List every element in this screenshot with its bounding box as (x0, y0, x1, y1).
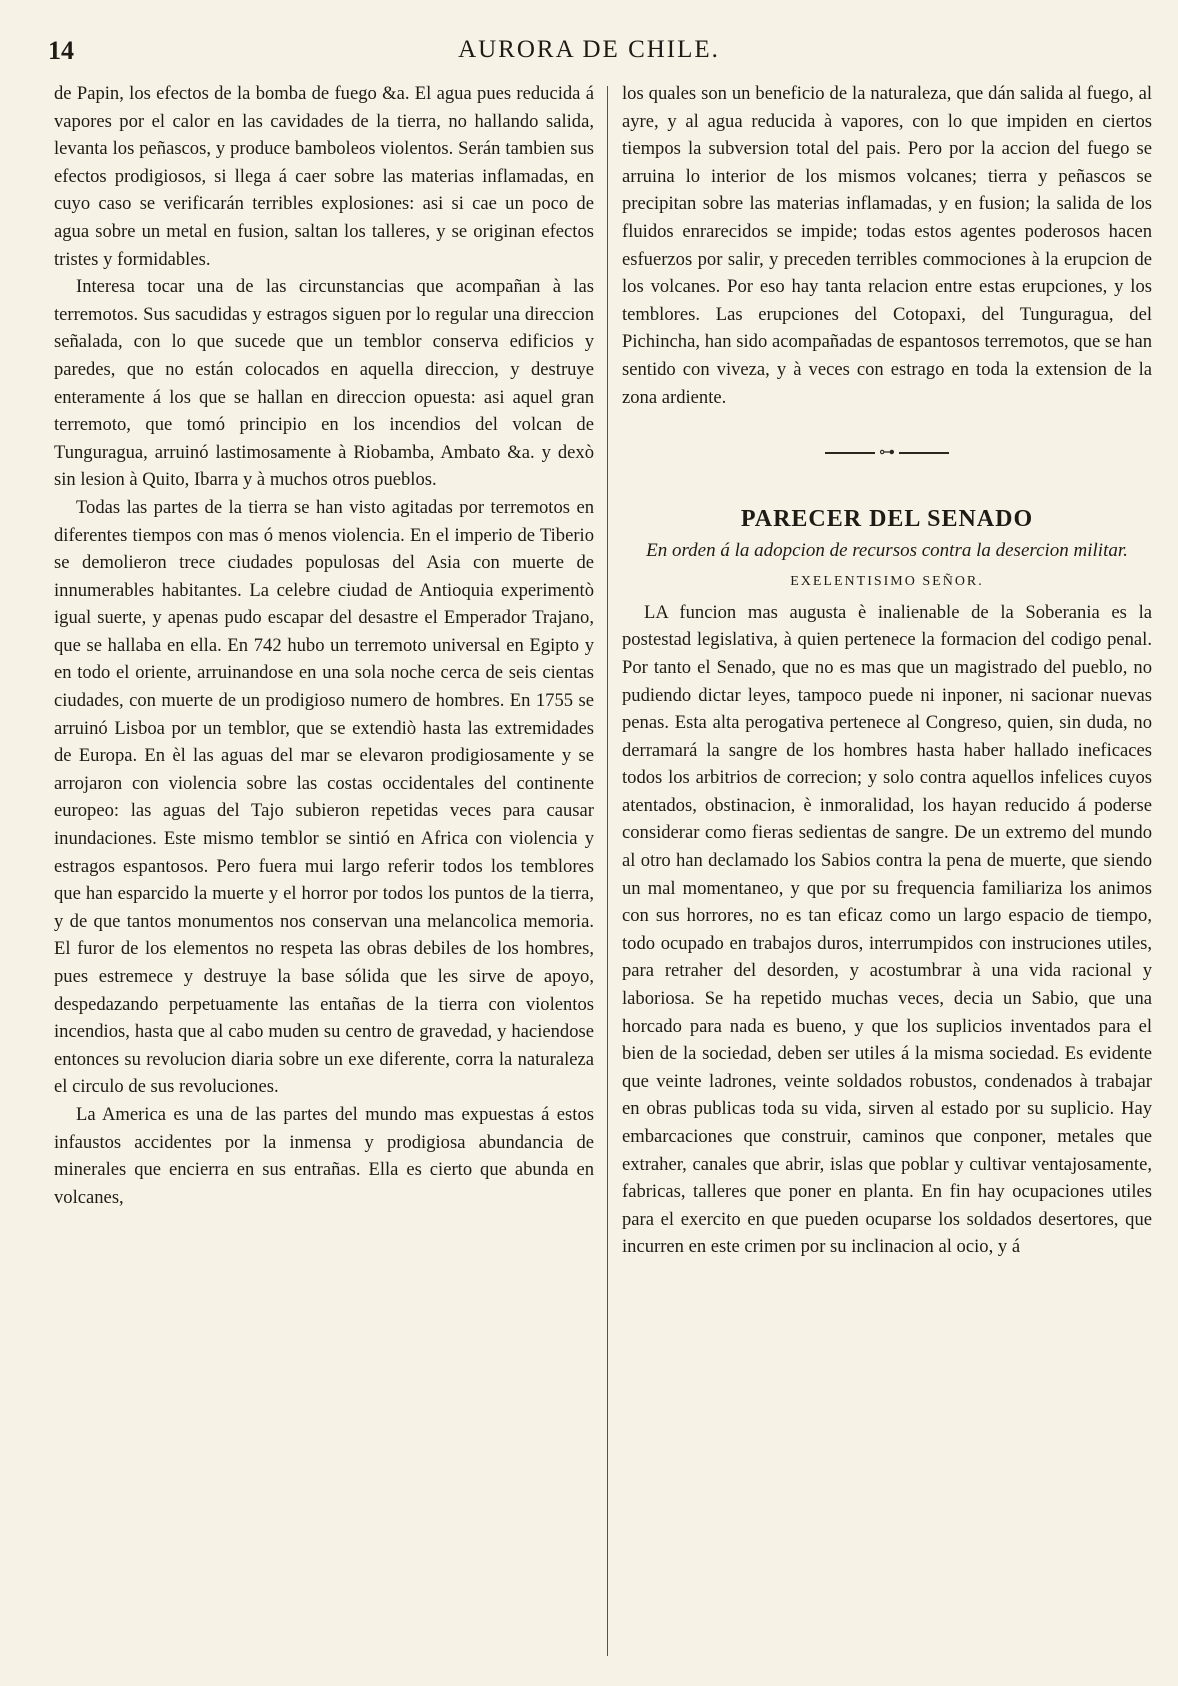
page-number: 14 (48, 36, 74, 65)
paragraph: LA funcion mas augusta è inalienable de la Soberania es la postestad legislativa, à quien pertenece la formacion del codigo penal. Por tanto el Senado, que no es mas que un magistrado del pueblo, no pudiendo dictar leyes, tampoco puede ni inponer, ni sacionar nuevas penas. Esta alta perogativa pertenece al Congreso, quien, sin duda, no derramará la sangre de los hombres hasta haber hallado ineficaces todos los arbitrios de correcion; y solo contra aquellos infelices cuyos atentados, obstinacion, è inmoralidad, los hayan reducido á poderse considerar como fieras sedientas de sangre. De un extremo del mundo al otro han declamado los Sabios contra la pena de muerte, que siendo un mal momentaneo, y que por su frequencia familiariza los animos con sus horrores, no es tan eficaz como un largo espacio de tiempo, todo ocupado en trabajos duros, interrumpidos con instruciones utiles, para retraher del desorden, y acostumbrar à una vida racional y laboriosa. Se ha repetido muchas veces, decia un Sabio, que una horcado para nada es bueno, y que los suplicios inventados para el bien de la sociedad, deben ser utiles á la misma sociedad. Es evidente que veinte ladrones, veinte soldados robustos, condenados à trabajar en obras publicas toda su vida, sirven al estado por su suplicio. Hay embarcaciones que construir, caminos que conponer, metales que extraher, canales que abrir, islas que poblar y cultivar ventajosamente, fabricas, talleres que poner en planta. En fin hay ocupaciones utiles para el exercito en que pueden ocuparse los soldados desertores, que incurren en este crimen por su inclinacion al ocio, y á (622, 601, 1152, 1258)
paragraph: los quales son un beneficio de la naturaleza, que dán salida al fuego, al ayre, y al agua reducida à vapores, con lo que impiden en ciertos tiempos la subversion total del pais. Pero por la accion del fuego se arruina lo interior de los mismos volcanes; tierra y peñascos se precipitan sobre las materias inflamadas, y en fusion; la salida de los fluidos enrarecidos se impide; todas estos agentes poderosos hacen esfuerzos por salir, y preceden terribles commociones à la erupcion de los volcanes. Por eso hay tanta relacion entre estas erupciones, y los temblores. Las erupciones del Cotopaxi, del Tunguragua, del Pichincha, han sido acompañadas de espantosos terremotos, que se han sentido con viveza, y à veces con estrago en toda la extension de la zona ardiente. (622, 83, 1152, 408)
paragraph: La America es una de las partes del mundo mas expuestas á estos infaustos accidentes por la inmensa y prodigiosa abundancia de minerales que encierra en sus entrañas. Ella es cierto que abunda en volcanes, (54, 1103, 594, 1208)
journal-title: AURORA DE CHILE. (458, 36, 720, 63)
paragraph: Interesa tocar una de las circunstancias que acompañan à las terremotos. Sus sacudidas y estragos siguen por lo regular una direccion señalada, con lo que sucede que un temblor conserva edificios y paredes, que no están colocados en aquella direccion, y destruye enteramente á los que se hallan en direccion opuesta: asi aquel gran terremoto, que tomó principio en los incendios del volcan de Tunguragua, arruinó lastimosamente à Riobamba, Ambato &a. y dexò sin lesion à Quito, Ibarra y à muchos otros pueblos. (54, 276, 594, 491)
section-title: PARECER DEL SENADO (740, 505, 1034, 532)
right-column (622, 80, 1152, 1261)
column-divider (607, 86, 608, 1656)
page-header (48, 32, 1130, 72)
salutation: EXELENTISIMO SEÑOR. (790, 573, 984, 589)
section-subtitle: En orden á la adopcion de recursos contra la desercion militar. (646, 539, 1128, 561)
ornament-divider-icon: ⊶ (622, 439, 1152, 467)
paragraph: de Papin, los efectos de la bomba de fuego &a. El agua pues reducida á vapores por el calor en las cavidades de la tierra, no hallando salida, levanta los peñascos, y produce bamboleos violentos. Serán tambien sus efectos prodigiosos, si llega á caer sobre las materias inflamadas, en cuyo caso se verificarán terribles explosiones: asi si cae un poco de agua sobre un metal en fusion, saltan los talleres, y se originan efectos tristes y formidables. (54, 83, 594, 270)
left-column (54, 80, 594, 1211)
paragraph: Todas las partes de la tierra se han visto agitadas por terremotos en diferentes tiempos con mas ó menos violencia. En el imperio de Tiberio se demolieron trece ciudades populosas del Asia con muerte de innumerables habitantes. La celebre ciudad de Antioquia experimentò igual suerte, y apenas pudo escapar del desastre el Emperador Trajano, que se hallaba en ella. En 742 hubo un terremoto universal en Egipto y en todo el oriente, arruinandose en una sola noche cerca de seis cientas ciudades, con muerte de un prodigioso numero de hombres. En 1755 se arruinó Lisboa por un temblor, que se extendiò hasta las extremidades de Europa. En èl las aguas del mar se elevaron prodigiosamente y se arrojaron con violencia sobre las costas occidentales del continente europeo: las aguas del Tajo subieron repetidas veces para causar inundaciones. Este mismo temblor se sintió en Africa con violencia y estragos espantosos. Pero fuera mui largo referir todos los temblores que han esparcido la muerte y el horror por todos los puntos de la tierra, y de que tantos monumentos nos conservan una melancolica memoria. El furor de los elementos no respeta las obras debiles de los hombres, pues estremece y destruye la base sólida que les sirve de apoyo, despedazando perpetuamente las entañas de la tierra con violentos incendios, hasta que al cabo muden su centro de gravedad, y haciendose entonces su revolucion diaria sobre un exe diferente, corra la naturaleza el circulo de sus revoluciones. (54, 496, 594, 1098)
